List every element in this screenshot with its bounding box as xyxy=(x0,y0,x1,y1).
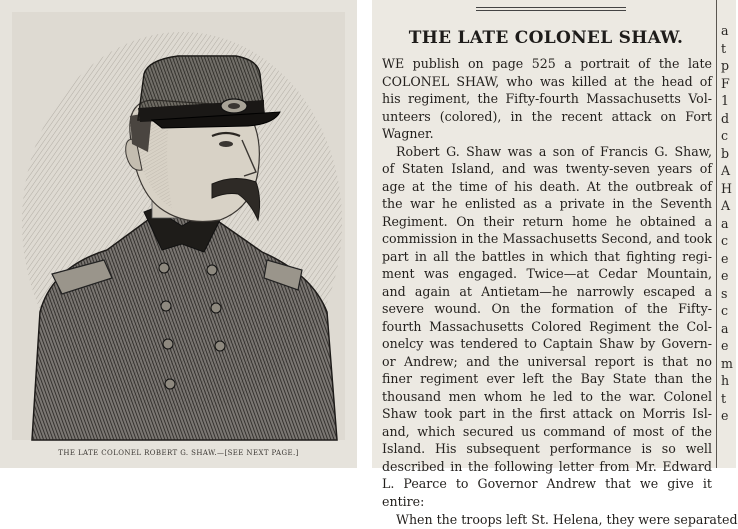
adjacent-letter: e xyxy=(721,338,729,353)
article-line: Wagner. xyxy=(382,126,434,141)
adjacent-letter: s xyxy=(721,285,728,301)
article-body xyxy=(382,55,738,527)
adjacent-letter: d xyxy=(721,110,730,126)
adjacent-letter: 1 xyxy=(721,93,730,108)
adjacent-letter: e xyxy=(721,250,729,266)
left-page xyxy=(0,0,357,468)
article-line: of Staten Island, and was twenty-seven years of xyxy=(382,161,712,176)
article-line: described in the following letter from Mr. Edward xyxy=(382,458,712,474)
article-line: his regiment, the Fifty-fourth Massachusetts Vol- xyxy=(382,91,712,106)
article-line: the war he enlisted as a private in the Seventh xyxy=(382,196,712,211)
adjacent-letter: A xyxy=(721,198,731,213)
article-line: L. Pearce to Governor Andrew that we give it xyxy=(382,476,712,491)
adjacent-letter: c xyxy=(721,303,729,318)
article-line: age at the time of his death. At the outbreak of xyxy=(382,178,712,194)
adjacent-column-fragment xyxy=(721,22,736,425)
adjacent-letter: a xyxy=(721,320,729,336)
adjacent-letter: c xyxy=(721,233,729,248)
article-line: Shaw took part in the first attack on Morris Isl- xyxy=(382,406,712,421)
page-gutter xyxy=(357,0,372,468)
portrait-illustration xyxy=(12,12,345,440)
article-line: Island. His subsequent performance is so well xyxy=(382,441,712,456)
article-line: ment was engaged. Twice—at Cedar Mountain, xyxy=(382,266,712,281)
adjacent-letter: H xyxy=(721,180,732,196)
adjacent-letter: a xyxy=(721,215,729,231)
article-line: Regiment. On their return home he obtained a xyxy=(382,213,712,229)
article-line: part in all the battles in which that fighting regi- xyxy=(382,248,712,264)
portrait-engraving xyxy=(12,12,345,440)
article-line: and again at Antietam—he narrowly escaped a xyxy=(382,283,712,299)
article-line: finer regiment ever left the Bay State than the xyxy=(382,371,712,386)
article-line: thousand men whom he led to the war. Colonel xyxy=(382,388,712,404)
article-line: fourth Massachusetts Colored Regiment the Col- xyxy=(382,318,712,334)
article-line: COLONEL SHAW, who was killed at the head of xyxy=(382,73,712,89)
article-line: Robert G. Shaw was a son of Francis G. Shaw, xyxy=(396,143,712,159)
article-line: WE publish on page 525 a portrait of the late xyxy=(382,56,712,71)
adjacent-letter: h xyxy=(721,373,730,388)
adjacent-letter: e xyxy=(721,268,729,283)
article-line-cropped: When the troops left St. Helena, they were separated xyxy=(396,512,738,527)
article-line: unteers (colored), in the recent attack on Fort xyxy=(382,108,712,124)
adjacent-letter: b xyxy=(721,145,730,161)
column-rule xyxy=(716,0,717,468)
article-line: and, which secured us command of most of the xyxy=(382,423,712,439)
adjacent-letter: t xyxy=(721,390,727,406)
article-line: commission in the Massachusetts Second, and took xyxy=(382,231,712,246)
decorative-double-rule xyxy=(476,7,626,11)
adjacent-letter: t xyxy=(721,40,727,56)
adjacent-letter: a xyxy=(721,23,729,38)
right-page xyxy=(372,0,738,527)
article-headline: THE LATE COLONEL SHAW. xyxy=(408,28,684,48)
adjacent-letter: A xyxy=(721,163,731,178)
article-line: onelcy was tendered to Captain Shaw by Govern- xyxy=(382,336,712,351)
adjacent-letter: m xyxy=(721,355,733,371)
adjacent-letter: c xyxy=(721,128,729,143)
portrait-caption: THE LATE COLONEL ROBERT G. SHAW.—[SEE NEXT PAGE.] xyxy=(58,449,299,457)
article-line: severe wound. On the formation of the Fifty- xyxy=(382,301,712,316)
article-line: or Andrew; and the universal report is that no xyxy=(382,353,712,369)
adjacent-letter: F xyxy=(721,75,730,91)
adjacent-letter: p xyxy=(721,58,730,73)
adjacent-letter: e xyxy=(721,408,729,423)
article-line: entire: xyxy=(382,493,425,509)
